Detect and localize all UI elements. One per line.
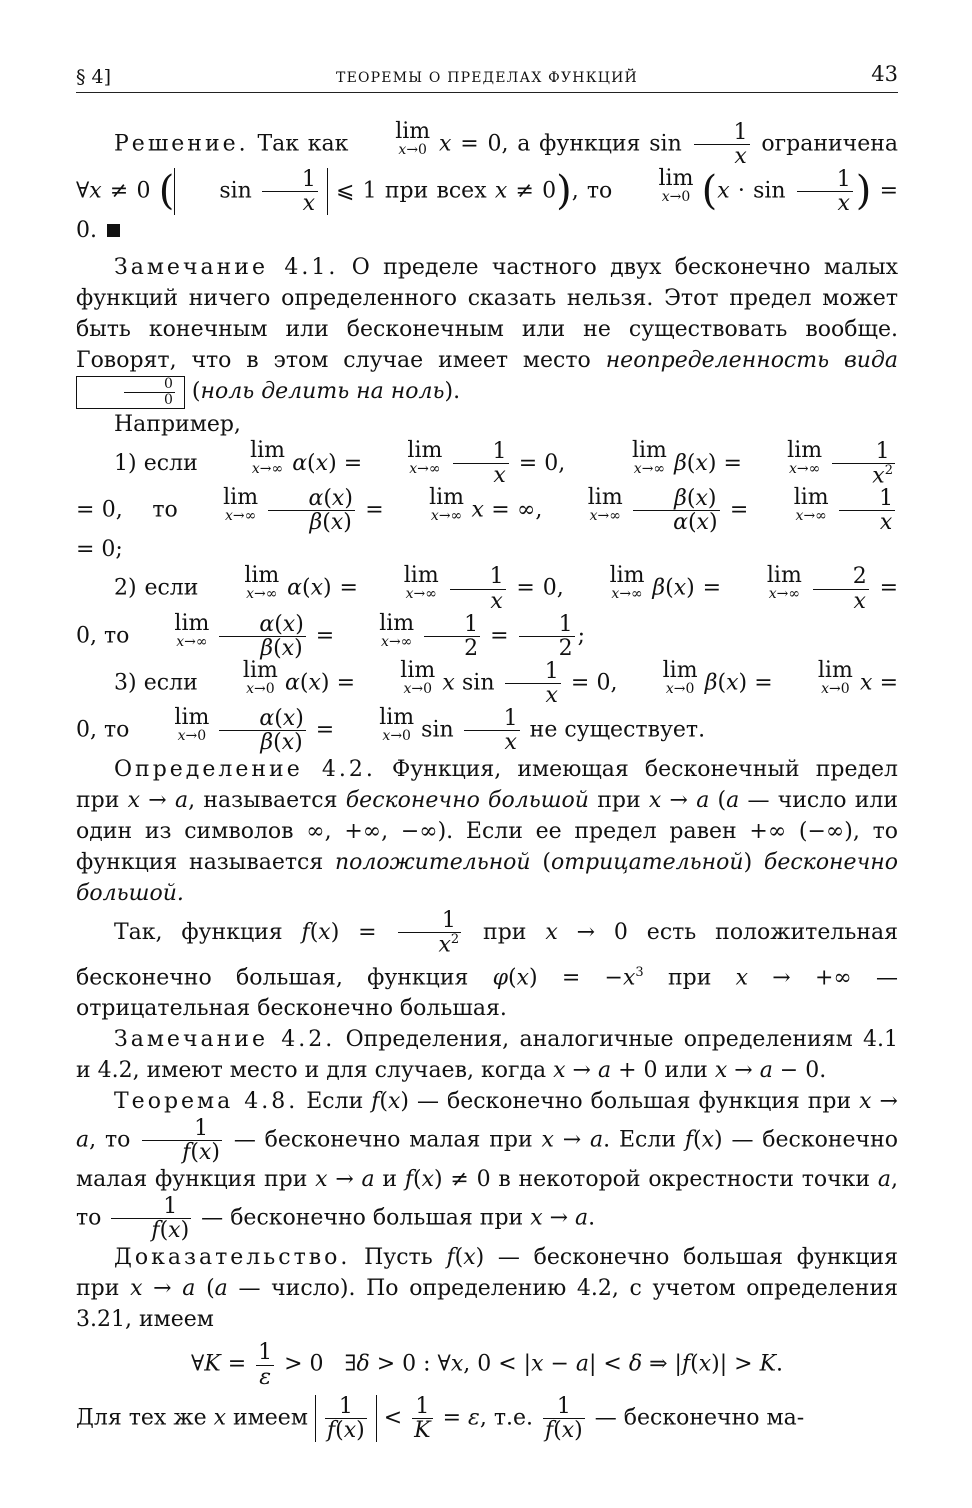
text-fragment: 3) если [114, 670, 198, 696]
text-fragment: т.е. [493, 1405, 533, 1431]
text-fragment: число). По определению 4.2, с учетом определения 3.21, имеем [76, 1276, 898, 1333]
page [76, 58, 898, 1442]
text-fragment: то [586, 178, 613, 204]
math-limit: lim x→0 [395, 119, 431, 158]
emphasis-text: неопределенность вида [605, 348, 899, 374]
header-title: ТЕОРЕМЫ О ПРЕДЕЛАХ ФУНКЦИЙ [336, 70, 638, 86]
text-fragment: то [103, 623, 130, 649]
solution-label: Решение. [114, 131, 249, 157]
remark-label: Замечание 4.2. [114, 1027, 336, 1053]
example-intro: Например, [114, 411, 241, 437]
text-fragment: бесконечно малая при [264, 1127, 533, 1153]
example-paragraph: Так, функция f(x) = $\frac{1}{x^2}$ при x → 0 есть положительная бесконечно большая, функция $\varphi(x) = -x^3$ при x → +∞ — отрицательная бесконечно большая. [76, 908, 898, 1022]
text-fragment: число или один из символов [76, 788, 898, 845]
qed-square-icon [107, 224, 120, 237]
display-formula: ∀K = $\frac{1}{\varepsilon}$ > 0 ∃δ > 0 : ∀x, 0 < |x − a| < δ ⇒ |f(x)| > K. [190, 1340, 783, 1390]
text-fragment: есть положительная бесконечно большая, функция [76, 919, 898, 991]
emphasis-text: ноль делить на ноль [200, 379, 445, 405]
remark-label: Замечание 4.1. [114, 255, 339, 281]
proof-paragraph: Доказательство. Пусть f(x) — бесконечно большая функция при x → a (a — число). По определению 4.2, с учетом определения 3.21, имеем [76, 1245, 898, 1333]
section-marker: § 4] [76, 66, 112, 88]
page-number: 43 [871, 62, 898, 86]
text-fragment: то функция называется [76, 819, 898, 876]
text-fragment: бесконечно большая при [230, 1205, 524, 1231]
text-fragment: бесконечно ма- [623, 1405, 805, 1431]
emphasis-text: бесконечно большой [345, 788, 589, 814]
text-fragment: при [597, 788, 641, 814]
remark-4-1: Замечание 4.1. О пределе частного двух бесконечно малых функций ничего определенного сказать нельзя. Этот предел может быть конечным или бесконечным или не существовать вообще. Говорят, что в этом случае имеет место неопределенность вида $\frac{0}{0}$ (ноль делить на ноль). [76, 255, 899, 409]
text-fragment: О пределе частного двух бесконечно малых функций ничего определенного сказать нельзя. Этот предел может быть конечным или бесконечным или не существовать вообще. Говорят, что в этом случае имеет место [76, 255, 898, 374]
text-fragment: при всех [384, 178, 487, 204]
text-fragment: 2) если [114, 576, 199, 602]
text-fragment: то [76, 1205, 102, 1231]
text-fragment: 1) если [114, 450, 198, 476]
emphasis-text: бесконечно большой. [76, 850, 898, 907]
theorem-4-8: Теорема 4.8. Если f(x) — бесконечно большая функция при x → a, то $\frac{1}{f(x)}$ — бесконечно малая при x → a. Если f(x) — бесконечно малая функция при x → a и f(x) ≠ 0 в некоторой окрестности точки a, то $\frac{1}{f(x)}$ — бесконечно большая при x → a. [76, 1089, 898, 1244]
running-header [76, 58, 898, 93]
text-fragment: называется [203, 788, 338, 814]
solution-paragraph: Решение. Так как lim x→0 x = 0, а функция sin $\frac{1}{x}$ ограничена ∀x ≠ 0 ( sin $\frac{1}{x}$ ⩽ 1 при всех x ≠ 0), то lim x→0 (x · sin $\frac{1}{x}$ ) = 0. [76, 119, 899, 244]
definition-4-2: Определение 4.2. Функция, имеющая бесконечный предел при x → a, называется бесконечно большой при x → a (a — число или один из символов ∞, +∞, −∞). Если ее предел равен +∞ (−∞), то функция называется положительной (отрицательной) бесконечно большой. [76, 757, 899, 907]
text-fragment: не существует. [529, 717, 706, 743]
text-fragment: Если [306, 1089, 364, 1115]
text-fragment: отрицательная бесконечно большая. [76, 996, 507, 1022]
text-fragment: или [664, 1058, 708, 1084]
math-bracket: $\frac{0}{0}$ [76, 376, 185, 408]
proof-label: Доказательство. [114, 1245, 351, 1271]
text-fragment: при [667, 965, 712, 991]
page-body [76, 121, 898, 1442]
remark-4-2: Замечание 4.2. Определения, аналогичные определениям 4.1 и 4.2, имеют место и для случаев, когда x → a + 0 или x → a − 0. [76, 1027, 898, 1084]
text-fragment: то [104, 1127, 131, 1153]
text-fragment: а функция [517, 131, 641, 157]
text-fragment: Так, функция [114, 919, 283, 945]
example-case-1: 1) если lim x→∞ α(x) = lim x→∞ $\frac{1}{x}$ = 0, lim x→∞ β(x) = lim x→∞ $\frac{1}{x^2}$ = 0, то lim x→∞ $\frac{\alpha(x)}{\beta(x)}$ = lim x→∞ x = ∞, lim x→∞ $\frac{\beta(x)}{\alpha(x)}$ = lim x→∞ $\frac{1}{x}$ = 0; [76, 437, 894, 563]
definition-label: Определение 4.2. [114, 757, 376, 783]
text-fragment: при [483, 919, 527, 945]
theorem-label: Теорема 4.8. [114, 1089, 299, 1115]
text-fragment: то [103, 717, 130, 743]
math-fraction: $\frac{1}{x}$ [694, 121, 750, 168]
text-fragment: Функция, имеющая бесконечный предел при [76, 757, 899, 814]
text-fragment: Если [618, 1127, 677, 1153]
example-case-2: 2) если lim x→∞ α(x) = lim x→∞ $\frac{1}{x}$ = 0, lim x→∞ β(x) = lim x→∞ $\frac{2}{x}$ = 0, то lim x→∞ $\frac{\alpha(x)}{\beta(x)}$ = lim x→∞ $\frac{1}{2}$ = $\frac{1}{2}$ ; [76, 563, 899, 661]
text-fragment: бесконечно малая функция при [76, 1127, 898, 1193]
text-fragment: бесконечно большая функция при [76, 1245, 898, 1302]
proof-continuation: Для тех же x имеем $\frac{1}{f(x)}$ < $\frac{1}{K}$ = ε, т.е. $\frac{1}{f(x)}$ — бесконечно ма- [76, 1393, 805, 1443]
text-fragment: бесконечно большая функция при [446, 1089, 852, 1115]
text-fragment: Так как [257, 131, 349, 157]
text-fragment: ограничена [761, 131, 898, 157]
emphasis-text: отрицательной [550, 850, 744, 876]
text-fragment: Определения, аналогичные определениям 4.1 и 4.2, имеют место и для случаев, когда [76, 1027, 898, 1084]
emphasis-text: положительной [334, 850, 531, 876]
text-fragment: Для тех же [76, 1405, 207, 1431]
example-case-3: 3) если lim x→0 α(x) = lim x→0 x sin $\frac{1}{x}$ = 0, lim x→0 β(x) = lim x→0 x = 0, то lim x→0 $\frac{\alpha(x)}{\beta(x)}$ = lim x→0 sin $\frac{1}{x}$ не существует. [76, 657, 899, 756]
text-fragment: Если ее предел равен [465, 819, 737, 845]
text-fragment: то [152, 497, 178, 523]
text-fragment: Пусть [364, 1245, 433, 1271]
math-limit: lim x→0 [658, 166, 694, 206]
text-fragment: и [382, 1167, 398, 1193]
text-fragment: имеем [233, 1405, 308, 1431]
text-fragment: в некоторой окрестности точки [498, 1167, 871, 1193]
